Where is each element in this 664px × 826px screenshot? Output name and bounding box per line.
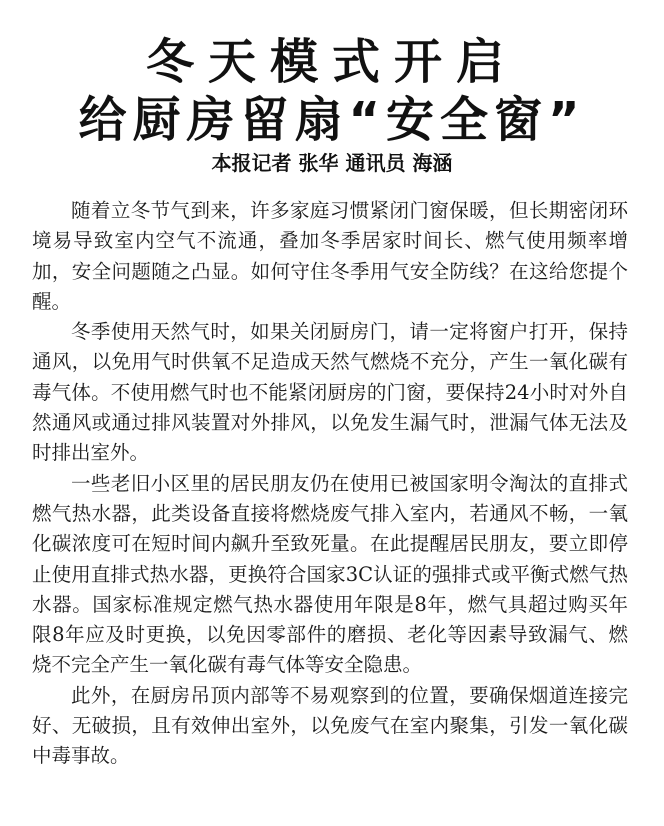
headline	[60, 33, 604, 149]
paragraph-1: 随着立冬节气到来，许多家庭习惯紧闭门窗保暖，但长期密闭环境易导致室内空气不流通，叠加冬季居家时间长、燃气使用频率增加，安全问题随之凸显。如何守住冬季用气安全防线？在这给您提个醒。	[32, 199, 628, 313]
paragraph-2: 冬季使用天然气时，如果关闭厨房门，请一定将窗户打开，保持通风，以免用气时供氧不足造成天然气燃烧不充分，产生一氧化碳有毒气体。不使用燃气时也不能紧闭厨房的门窗，要保持24小时对外自然通风或通过排风装置对外排风，以免发生漏气时，泄漏气体无法及时排出室外。	[32, 320, 628, 465]
headline-line-1: 冬天模式开启	[145, 34, 518, 91]
paragraph-4: 此外，在厨房吊顶内部等不易观察到的位置，要确保烟道连接完好、无破损，且有效伸出室外，以免废气在室内聚集，引发一氧化碳中毒事故。	[32, 683, 628, 768]
byline: 本报记者 张华 通讯员 海涵	[211, 151, 453, 175]
article-body	[32, 196, 628, 772]
paragraph-3: 一些老旧小区里的居民朋友仍在使用已被国家明令淘汰的直排式燃气热水器，此类设备直接将燃烧废气排入室内，若通风不畅，一氧化碳浓度可在短时间内飙升至致死量。在此提醒居民朋友，要立即停止使用直排式热水器，更换符合国家3C认证的强排式或平衡式燃气热水器。国家标准规定燃气热水器使用年限是8年，燃气具超过购买年限8年应及时更换，以免因零部件的磨损、老化等因素导致漏气、燃烧不完全产生一氧化碳有毒气体等安全隐患。	[32, 471, 628, 677]
headline-line-2: 给厨房留扇“安全窗”	[78, 92, 586, 149]
